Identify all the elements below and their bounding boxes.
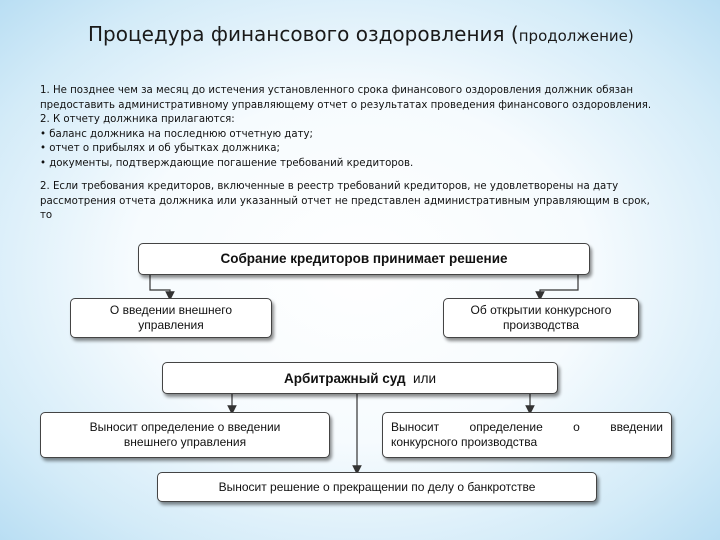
- bankruptcy-proceedings-line2: производства: [502, 318, 580, 332]
- arbitration-court-or: или: [405, 371, 437, 386]
- creditors-meeting-box: [138, 243, 590, 275]
- ruling-bankruptcy-word: введении: [610, 420, 663, 434]
- bankruptcy-proceedings-line1: Об открытии конкурсного: [470, 303, 612, 317]
- text-line: рассмотрения отчета должника или указанный отчет не представлен административным управляющим в срок,: [40, 195, 650, 207]
- ruling-bankruptcy-line2: конкурсного производства: [391, 435, 538, 449]
- bullet-item: • отчет о прибылях и об убытках должника;: [40, 143, 280, 155]
- termination-ruling-label: Выносит решение о прекращении по делу о банкротстве: [218, 480, 536, 494]
- connector-sobranie-vnesh: [150, 275, 170, 296]
- ruling-bankruptcy-word: определение: [469, 420, 543, 434]
- ruling-external-management-box: [40, 412, 330, 458]
- text-line: 2. Если требования кредиторов, включенные в реестр требований кредиторов, не удовлетворены на дату: [40, 181, 619, 192]
- ruling-bankruptcy-word: Выносит: [391, 420, 440, 434]
- ruling-external-management-line2: внешнего управления: [123, 435, 247, 449]
- external-management-box: [70, 298, 272, 338]
- ruling-bankruptcy-word: о: [573, 420, 580, 434]
- external-management-line2: управления: [138, 318, 204, 332]
- connector-sobranie-konk: [540, 275, 578, 296]
- text-line: предоставить административному управляющему отчет о результатах проведения финансового оздоровления.: [40, 99, 652, 111]
- text-line: 2. К отчету должника прилагаются:: [40, 114, 235, 126]
- arbitration-court-box: [162, 362, 558, 394]
- text-line: то: [40, 210, 53, 222]
- creditors-meeting-label: Собрание кредиторов принимает решение: [220, 251, 508, 266]
- slide-title-sub: продолжение): [518, 27, 634, 45]
- slide-title-main: Процедура финансового оздоровления (: [88, 22, 519, 46]
- external-management-line1: О введении внешнего: [109, 303, 233, 317]
- ruling-external-management-line1: Выносит определение о введении: [89, 420, 281, 434]
- ruling-bankruptcy-box: [382, 412, 672, 458]
- bullet-item: • баланс должника на последнюю отчетную дату;: [40, 128, 313, 140]
- bullet-item: • документы, подтверждающие погашение требований кредиторов.: [40, 157, 414, 169]
- ruling-bankruptcy-line1: [391, 420, 663, 435]
- text-line: 1. Не позднее чем за месяц до истечения установленного срока финансового оздоровления должник обязан: [40, 85, 633, 96]
- bankruptcy-proceedings-box: [443, 298, 639, 338]
- arbitration-court-label: Арбитражный суд: [283, 371, 406, 386]
- termination-ruling-box: [157, 472, 597, 502]
